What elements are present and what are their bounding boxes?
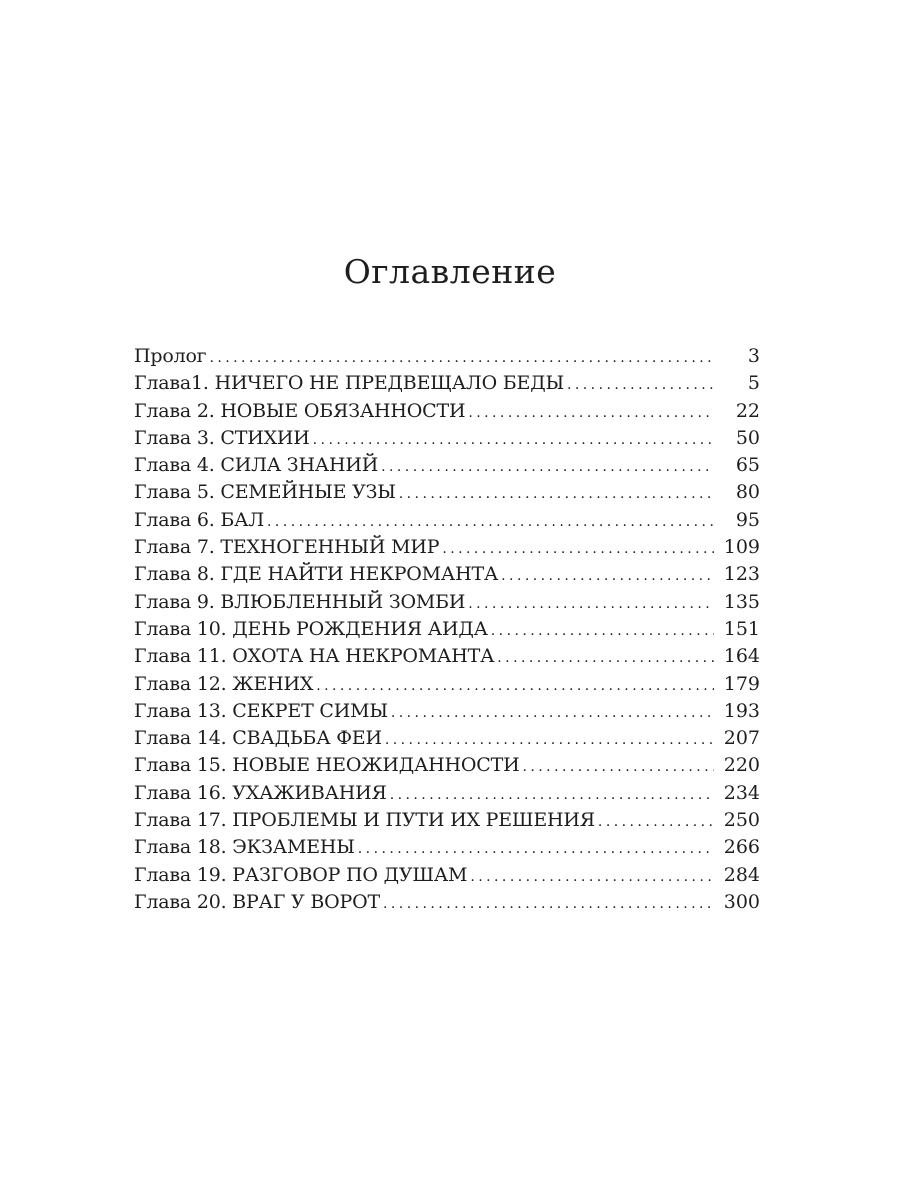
toc-entry-chapter-7 <box>134 534 760 561</box>
entry-title: Глава 5. СЕМЕЙНЫЕ УЗЫ <box>134 481 396 504</box>
entry-page-number: 207 <box>723 727 760 750</box>
entry-title: Глава 2. НОВЫЕ ОБЯЗАННОСТИ <box>134 399 466 422</box>
entry-title: Глава 7. ТЕХНОГЕННЫЙ МИР <box>134 536 440 559</box>
entry-page-number: 300 <box>723 890 760 913</box>
toc-entry-chapter-9 <box>134 589 760 616</box>
entry-title: Пролог <box>134 345 207 367</box>
dot-leader <box>470 864 714 889</box>
entry-title: Глава 11. ОХОТА НА НЕКРОМАНТА <box>134 645 495 668</box>
dot-leader <box>497 645 714 670</box>
toc-entry-chapter-19 <box>134 862 760 889</box>
entry-page-number: 234 <box>723 781 760 804</box>
entry-page-number: 5 <box>747 372 760 395</box>
toc-entry-chapter-8 <box>134 561 760 588</box>
entry-page-number: 220 <box>723 754 760 777</box>
dot-leader <box>267 509 714 534</box>
entry-title: Глава1. НИЧЕГО НЕ ПРЕДВЕЩАЛО БЕДЫ <box>134 372 564 395</box>
toc-entry-chapter-1 <box>134 370 760 397</box>
toc-entry-chapter-15 <box>134 752 760 779</box>
dot-leader <box>313 427 714 452</box>
entry-title: Глава 14. СВАДЬБА ФЕИ <box>134 727 382 750</box>
dot-leader <box>399 481 714 506</box>
toc-entry-chapter-13 <box>134 698 760 725</box>
entry-page-number: 250 <box>723 809 760 832</box>
entry-page-number: 95 <box>735 508 760 531</box>
dot-leader <box>598 809 714 834</box>
entry-page-number: 50 <box>735 426 760 449</box>
toc-entry-chapter-16 <box>134 780 760 807</box>
dot-leader <box>442 536 714 561</box>
toc-entry-chapter-18 <box>134 834 760 861</box>
dot-leader <box>468 591 714 616</box>
toc-entry-chapter-11 <box>134 643 760 670</box>
entry-page-number: 65 <box>735 454 760 477</box>
entry-title: Глава 6. БАЛ <box>134 508 265 531</box>
entry-page-number: 135 <box>723 590 760 613</box>
entry-title: Глава 10. ДЕНЬ РОЖДЕНИЯ АИДА <box>134 617 488 640</box>
dot-leader <box>385 727 714 752</box>
entry-title: Глава 4. СИЛА ЗНАНИЙ <box>134 454 379 477</box>
dot-leader <box>501 563 714 588</box>
toc-entry-prologue <box>134 343 760 370</box>
entry-page-number: 266 <box>723 836 760 859</box>
toc-entry-chapter-5 <box>134 479 760 506</box>
entry-page-number: 3 <box>747 345 760 367</box>
entry-title: Глава 16. УХАЖИВАНИЯ <box>134 781 387 804</box>
dot-leader <box>390 782 714 807</box>
toc-entry-chapter-4 <box>134 452 760 479</box>
toc-entry-chapter-12 <box>134 671 760 698</box>
entry-title: Глава 20. ВРАГ У ВОРОТ <box>134 890 380 913</box>
dot-leader <box>316 673 714 698</box>
entry-page-number: 151 <box>723 617 760 640</box>
dot-leader <box>381 454 714 479</box>
entry-page-number: 123 <box>723 563 760 586</box>
dot-leader <box>468 400 714 425</box>
entry-page-number: 284 <box>723 863 760 886</box>
dot-leader <box>491 618 714 643</box>
dot-leader <box>391 700 714 725</box>
entry-page-number: 164 <box>723 645 760 668</box>
entry-page-number: 179 <box>723 672 760 695</box>
entry-page-number: 22 <box>735 399 760 422</box>
entry-title: Глава 19. РАЗГОВОР ПО ДУШАМ <box>134 863 468 886</box>
dot-leader <box>383 891 714 916</box>
entry-title: Глава 3. СТИХИИ <box>134 426 310 449</box>
toc-entry-chapter-3 <box>134 425 760 452</box>
entry-title: Глава 17. ПРОБЛЕМЫ И ПУТИ ИХ РЕШЕНИЯ <box>134 809 595 832</box>
dot-leader <box>567 372 714 397</box>
dot-leader <box>209 345 714 370</box>
toc-entry-chapter-2 <box>134 398 760 425</box>
entry-title: Глава 18. ЭКЗАМЕНЫ <box>134 836 355 859</box>
page-title: Оглавление <box>343 252 557 291</box>
entry-page-number: 80 <box>735 481 760 504</box>
entry-page-number: 109 <box>723 536 760 559</box>
entry-title: Глава 8. ГДЕ НАЙТИ НЕКРОМАНТА <box>134 563 499 586</box>
entry-title: Глава 9. ВЛЮБЛЕННЫЙ ЗОМБИ <box>134 590 466 613</box>
toc-entry-chapter-17 <box>134 807 760 834</box>
entry-page-number: 193 <box>723 699 760 722</box>
table-of-contents <box>134 343 760 916</box>
toc-entry-chapter-10 <box>134 616 760 643</box>
toc-entry-chapter-14 <box>134 725 760 752</box>
entry-title: Глава 13. СЕКРЕТ СИМЫ <box>134 699 388 722</box>
toc-entry-chapter-20 <box>134 889 760 916</box>
dot-leader <box>358 836 714 861</box>
entry-title: Глава 15. НОВЫЕ НЕОЖИДАННОСТИ <box>134 754 520 777</box>
entry-title: Глава 12. ЖЕНИХ <box>134 672 314 695</box>
dot-leader <box>522 754 714 779</box>
toc-entry-chapter-6 <box>134 507 760 534</box>
